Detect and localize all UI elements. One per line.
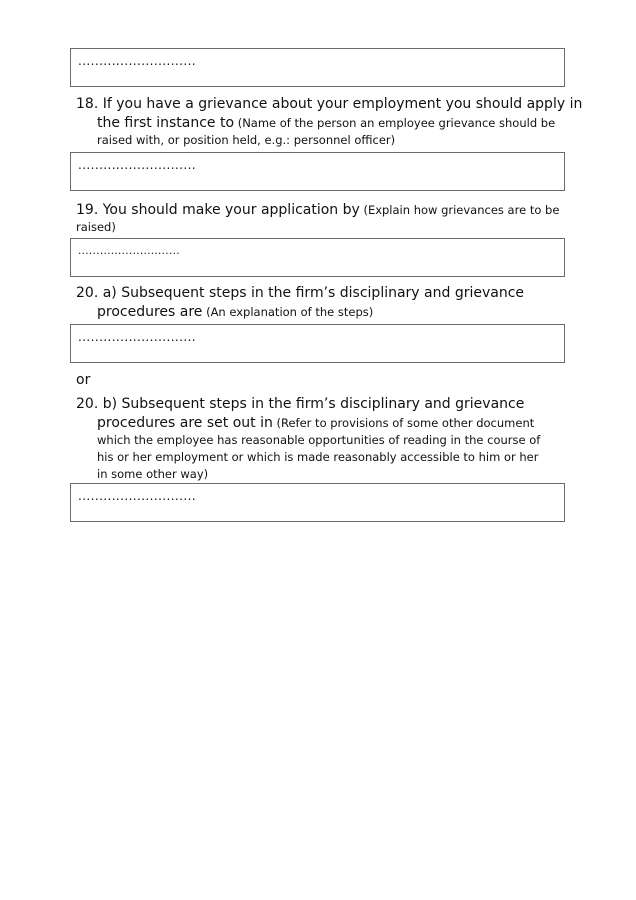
question-20a-text-line2 (76, 302, 566, 321)
question-20b (76, 396, 566, 483)
question-19 (76, 200, 566, 236)
question-19-main-text: 19. You should make your application by (76, 202, 360, 218)
answer-placeholder-dots: ............................ (78, 54, 197, 68)
answer-box-20a[interactable] (70, 324, 565, 363)
question-18-note-line3: raised with, or position held, e.g.: personnel officer) (97, 133, 396, 147)
question-20a (76, 285, 566, 321)
question-20b-note-line5: in some other way) (97, 467, 209, 481)
answer-placeholder-dots: ............................ (78, 489, 197, 503)
question-20b-note-line3: which the employee has reasonable opportunities of reading in the course of (97, 433, 541, 447)
answer-box-20b[interactable] (70, 483, 565, 522)
answer-box-19[interactable] (70, 238, 565, 277)
answer-box-18[interactable] (70, 152, 565, 191)
question-18-main-text: the first instance to (97, 115, 235, 131)
question-19-note: (Explain how grievances are to be (359, 203, 560, 217)
question-18-note: (Name of the person an employee grievance should be (234, 116, 556, 130)
question-20a-note: (An explanation of the steps) (202, 305, 374, 319)
question-20b-main-text: procedures are set out in (97, 415, 273, 431)
answer-placeholder-dots: ............................ (78, 245, 180, 257)
question-20b-text-line1: 20. b) Subsequent steps in the firm’s disciplinary and grievance (76, 396, 525, 412)
question-20b-note-line4: his or her employment or which is made reasonably accessible to him or her (97, 450, 539, 464)
question-19-text-line1 (76, 200, 566, 219)
question-18 (76, 96, 583, 149)
question-20b-text-line2 (76, 413, 566, 432)
answer-placeholder-dots: ............................ (78, 158, 197, 172)
question-19-note-line2: raised) (76, 220, 116, 234)
question-18-text-line1: 18. If you have a grievance about your employment you should apply in (76, 96, 583, 112)
question-18-text-line2 (76, 113, 566, 132)
answer-placeholder-dots: ............................ (78, 330, 197, 344)
question-20a-text-line1: 20. a) Subsequent steps in the firm’s disciplinary and grievance (76, 285, 525, 301)
question-20b-note: (Refer to provisions of some other document (272, 416, 535, 430)
question-20a-main-text: procedures are (97, 304, 203, 320)
or-separator: or (76, 372, 91, 388)
answer-box-17[interactable] (70, 48, 565, 87)
